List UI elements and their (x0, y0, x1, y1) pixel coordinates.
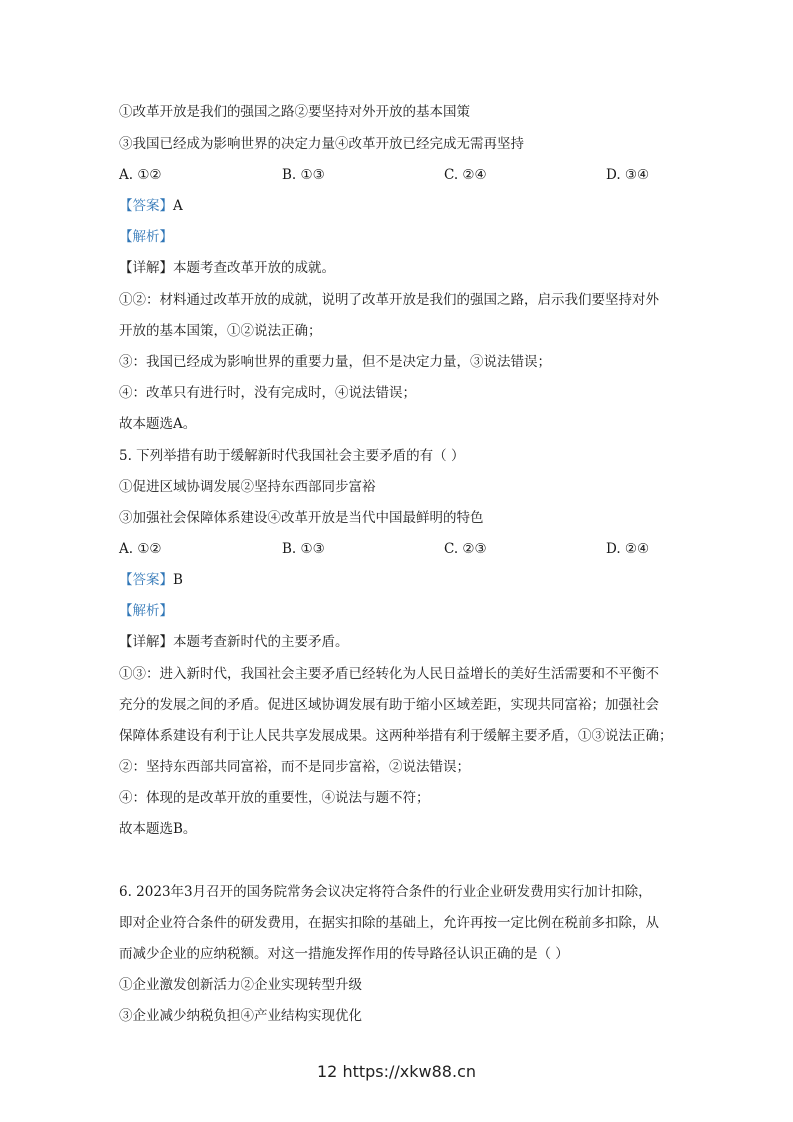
q5-explanation-line: 充分的发展之间的矛盾。促进区域协调发展有助于缩小区域差距，实现共同富裕；加强社会 (119, 697, 659, 713)
q4-statement-1: ①改革开放是我们的强国之路②要坚持对外开放的基本国策 (119, 104, 470, 120)
detail-tag: 【详解】 (119, 634, 173, 650)
q4-option-d: D. ③④ (606, 167, 650, 183)
answer-value: B (173, 572, 183, 588)
q6-question-line: 即对企业符合条件的研发费用，在据实扣除的基础上，允许再按一定比例在税前多扣除，从 (119, 915, 659, 931)
q5-explanation-line: ④：体现的是改革开放的重要性，④说法与题不符； (119, 790, 430, 806)
q4-explanation-line: ①②：材料通过改革开放的成就，说明了改革开放是我们的强国之路，启示我们要坚持对外 (119, 292, 659, 308)
answer-tag: 【答案】 (119, 572, 173, 588)
q4-explanation-line: 开放的基本国策，①②说法正确； (119, 323, 322, 339)
q5-analysis-tag: 【解析】 (119, 603, 173, 619)
q4-statement-2: ③我国已经成为影响世界的决定力量④改革开放已经完成无需再坚持 (119, 136, 524, 152)
page-footer: 12 https://xkw88.cn (317, 1062, 476, 1081)
q5-option-a: A. ①② (119, 541, 162, 557)
q4-option-a: A. ①② (119, 167, 162, 183)
q5-option-c: C. ②③ (444, 541, 487, 557)
q4-option-c: C. ②④ (444, 167, 487, 183)
q5-answer (119, 570, 183, 590)
q6-statement-2: ③企业减少纳税负担④产业结构实现优化 (119, 1008, 362, 1024)
detail-text: 本题考查新时代的主要矛盾。 (173, 634, 349, 650)
q6-question-line: 而减少企业的应纳税额。对这一措施发挥作用的传导路径认识正确的是（ ） (119, 946, 569, 962)
q5-conclusion: 故本题选B。 (119, 821, 197, 837)
detail-text: 本题考查改革开放的成就。 (173, 260, 335, 276)
q4-explanation-line: ③：我国已经成为影响世界的重要力量，但不是决定力量，③说法错误； (119, 354, 551, 370)
q5-option-d: D. ②④ (606, 541, 650, 557)
q5-option-b: B. ①③ (282, 541, 325, 557)
detail-tag: 【详解】 (119, 260, 173, 276)
q4-answer (119, 196, 183, 216)
q4-conclusion: 故本题选A。 (119, 416, 197, 432)
q4-detail (119, 258, 335, 278)
answer-value: A (173, 198, 183, 214)
q4-analysis-tag: 【解析】 (119, 229, 173, 245)
answer-tag: 【答案】 (119, 198, 173, 214)
q5-statement-2: ③加强社会保障体系建设④改革开放是当代中国最鲜明的特色 (119, 510, 484, 526)
q5-question: 5. 下列举措有助于缓解新时代我国社会主要矛盾的有（ ） (119, 448, 465, 464)
q4-explanation-line: ④：改革只有进行时，没有完成时，④说法错误； (119, 385, 416, 401)
q5-statement-1: ①促进区域协调发展②坚持东西部同步富裕 (119, 479, 376, 495)
q5-explanation-line: ②：坚持东西部共同富裕，而不是同步富裕，②说法错误； (119, 759, 470, 775)
q4-option-b: B. ①③ (282, 167, 325, 183)
q5-explanation-line: 保障体系建设有利于让人民共享发展成果。这两种举措有利于缓解主要矛盾，①③说法正确； (119, 728, 673, 744)
q6-statement-1: ①企业激发创新活力②企业实现转型升级 (119, 977, 362, 993)
q6-question-line: 6. 2023年3月召开的国务院常务会议决定将符合条件的行业企业研发费用实行加计扣除， (119, 884, 652, 900)
q5-explanation-line: ①③：进入新时代，我国社会主要矛盾已经转化为人民日益增长的美好生活需要和不平衡不 (119, 666, 659, 682)
q5-detail (119, 632, 349, 652)
